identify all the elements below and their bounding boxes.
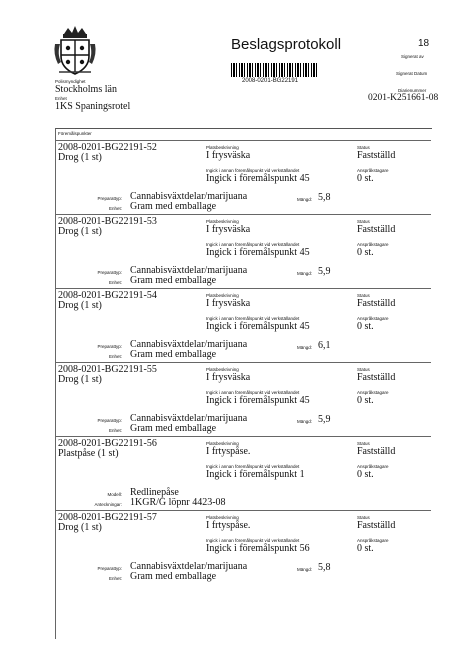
signed-date-label: Signerat Datum <box>396 71 428 76</box>
claimant-label: Anspråkstagare <box>357 390 389 395</box>
unit-label: Enhet: <box>108 206 122 211</box>
item-in-point: Ingick i föremålspunkt 45 <box>206 321 310 332</box>
quantity-label: Mängd: <box>297 567 313 572</box>
claimant-label: Anspråkstagare <box>357 538 389 543</box>
item-claimant: 0 st. <box>357 247 374 258</box>
item-type: Plastpåse (1 st) <box>58 448 119 459</box>
item-prep: Cannabisväxtdelar/marijuana <box>130 413 248 424</box>
item-status: Fastställd <box>357 298 396 309</box>
county-name: Stockholms län <box>55 84 117 95</box>
diary-number-label: Diarienummer <box>398 88 427 93</box>
item-status: Fastställd <box>357 150 396 161</box>
item-quantity: 6,1 <box>318 340 331 351</box>
unit-label: Enhet: <box>108 354 122 359</box>
status-label: Status <box>357 441 370 446</box>
item-id: 2008-0201-BG22191-52 <box>58 142 157 153</box>
status-label: Status <box>357 145 370 150</box>
item-divider <box>55 288 431 289</box>
location-label: Platsbeskrivning <box>206 441 239 446</box>
item-location: I frtyspåse. <box>206 446 251 457</box>
item-unit: Gram med emballage <box>130 201 217 212</box>
claimant-label: Anspråkstagare <box>357 464 389 469</box>
quantity-label: Mängd: <box>297 271 313 276</box>
unit-name: 1KS Spaningsrotel <box>55 101 131 112</box>
item-id: 2008-0201-BG22191-56 <box>58 438 157 449</box>
item-in-point: Ingick i föremålspunkt 1 <box>206 469 305 480</box>
item-in-point: Ingick i föremålspunkt 56 <box>206 543 310 554</box>
prep-type-label: Preparattyp: <box>97 196 122 201</box>
item-claimant: 0 st. <box>357 395 374 406</box>
prep-type-label: Preparattyp: <box>97 566 122 571</box>
location-label: Platsbeskrivning <box>206 515 239 520</box>
status-label: Status <box>357 367 370 372</box>
location-label: Platsbeskrivning <box>206 293 239 298</box>
item-divider <box>55 362 431 363</box>
claimant-label: Anspråkstagare <box>357 168 389 173</box>
item-unit: Gram med emballage <box>130 423 217 434</box>
item-type: Drog (1 st) <box>58 522 102 533</box>
item-type: Drog (1 st) <box>58 152 102 163</box>
section-divider <box>55 140 431 141</box>
item-location: I frysväska <box>206 150 251 161</box>
claimant-label: Anspråkstagare <box>357 316 389 321</box>
item-id: 2008-0201-BG22191-57 <box>58 512 157 523</box>
item-type: Drog (1 st) <box>58 374 102 385</box>
item-unit: Gram med emballage <box>130 571 217 582</box>
item-status: Fastställd <box>357 224 396 235</box>
location-label: Platsbeskrivning <box>206 367 239 372</box>
item-divider <box>55 436 431 437</box>
location-label: Platsbeskrivning <box>206 219 239 224</box>
unit-label: Enhet <box>55 96 67 101</box>
status-label: Status <box>357 219 370 224</box>
signed-by-label: Signerat av <box>401 54 424 59</box>
item-in-point: Ingick i föremålspunkt 45 <box>206 247 310 258</box>
diary-number: 0201-K251661-08 <box>368 93 439 103</box>
item-prep: Cannabisväxtdelar/marijuana <box>130 339 248 350</box>
other-point-label: Ingick i annan föremålspunkt vid verkställandet <box>206 390 300 395</box>
notes-label: Anteckningar: <box>94 502 122 507</box>
model-label: Modell: <box>107 492 122 497</box>
item-id: 2008-0201-BG22191-55 <box>58 364 157 375</box>
other-point-label: Ingick i annan föremålspunkt vid verkställandet <box>206 168 300 173</box>
item-prep: Cannabisväxtdelar/marijuana <box>130 191 248 202</box>
item-quantity: 5,9 <box>318 414 331 425</box>
item-divider <box>55 214 431 215</box>
section-title: Föremålspunkter <box>58 131 92 136</box>
item-quantity: 5,9 <box>318 266 331 277</box>
item-notes: 1KGR/G löpnr 4423-08 <box>130 497 226 508</box>
item-location: I frysväska <box>206 298 251 309</box>
item-prep: Cannabisväxtdelar/marijuana <box>130 561 248 572</box>
item-in-point: Ingick i föremålspunkt 45 <box>206 395 310 406</box>
quantity-label: Mängd: <box>297 197 313 202</box>
barcode <box>231 63 318 77</box>
page-number: 18 <box>418 38 430 49</box>
item-location: I frysväska <box>206 224 251 235</box>
status-label: Status <box>357 293 370 298</box>
item-status: Fastställd <box>357 520 396 531</box>
claimant-label: Anspråkstagare <box>357 242 389 247</box>
other-point-label: Ingick i annan föremålspunkt vid verkställandet <box>206 538 300 543</box>
item-unit: Gram med emballage <box>130 349 217 360</box>
item-prep: Cannabisväxtdelar/marijuana <box>130 265 248 276</box>
prep-type-label: Preparattyp: <box>97 418 122 423</box>
other-point-label: Ingick i annan föremålspunkt vid verkställandet <box>206 316 300 321</box>
item-claimant: 0 st. <box>357 469 374 480</box>
authority-label: Polismyndighet <box>55 79 86 84</box>
item-in-point: Ingick i föremålspunkt 45 <box>206 173 310 184</box>
item-type: Drog (1 st) <box>58 226 102 237</box>
item-id: 2008-0201-BG22191-53 <box>58 216 157 227</box>
police-crest-logo <box>52 24 98 78</box>
item-status: Fastställd <box>357 446 396 457</box>
quantity-label: Mängd: <box>297 345 313 350</box>
unit-label: Enhet: <box>108 428 122 433</box>
location-label: Platsbeskrivning <box>206 145 239 150</box>
item-location: I frtyspåse. <box>206 520 251 531</box>
barcode-text: 2008-0201-BG22191 <box>242 78 299 84</box>
item-claimant: 0 st. <box>357 543 374 554</box>
item-location: I frysväska <box>206 372 251 383</box>
prep-type-label: Preparattyp: <box>97 270 122 275</box>
item-claimant: 0 st. <box>357 173 374 184</box>
other-point-label: Ingick i annan föremålspunkt vid verkställandet <box>206 464 300 469</box>
other-point-label: Ingick i annan föremålspunkt vid verkställandet <box>206 242 300 247</box>
item-quantity: 5,8 <box>318 562 331 573</box>
prep-type-label: Preparattyp: <box>97 344 122 349</box>
item-type: Drog (1 st) <box>58 300 102 311</box>
item-quantity: 5,8 <box>318 192 331 203</box>
page-title: Beslagsprotokoll <box>231 36 342 53</box>
unit-label: Enhet: <box>108 280 122 285</box>
item-claimant: 0 st. <box>357 321 374 332</box>
item-status: Fastställd <box>357 372 396 383</box>
unit-label: Enhet: <box>108 576 122 581</box>
item-id: 2008-0201-BG22191-54 <box>58 290 157 301</box>
item-model: Redlinepåse <box>130 487 179 498</box>
item-unit: Gram med emballage <box>130 275 217 286</box>
status-label: Status <box>357 515 370 520</box>
item-divider <box>55 510 431 511</box>
quantity-label: Mängd: <box>297 419 313 424</box>
